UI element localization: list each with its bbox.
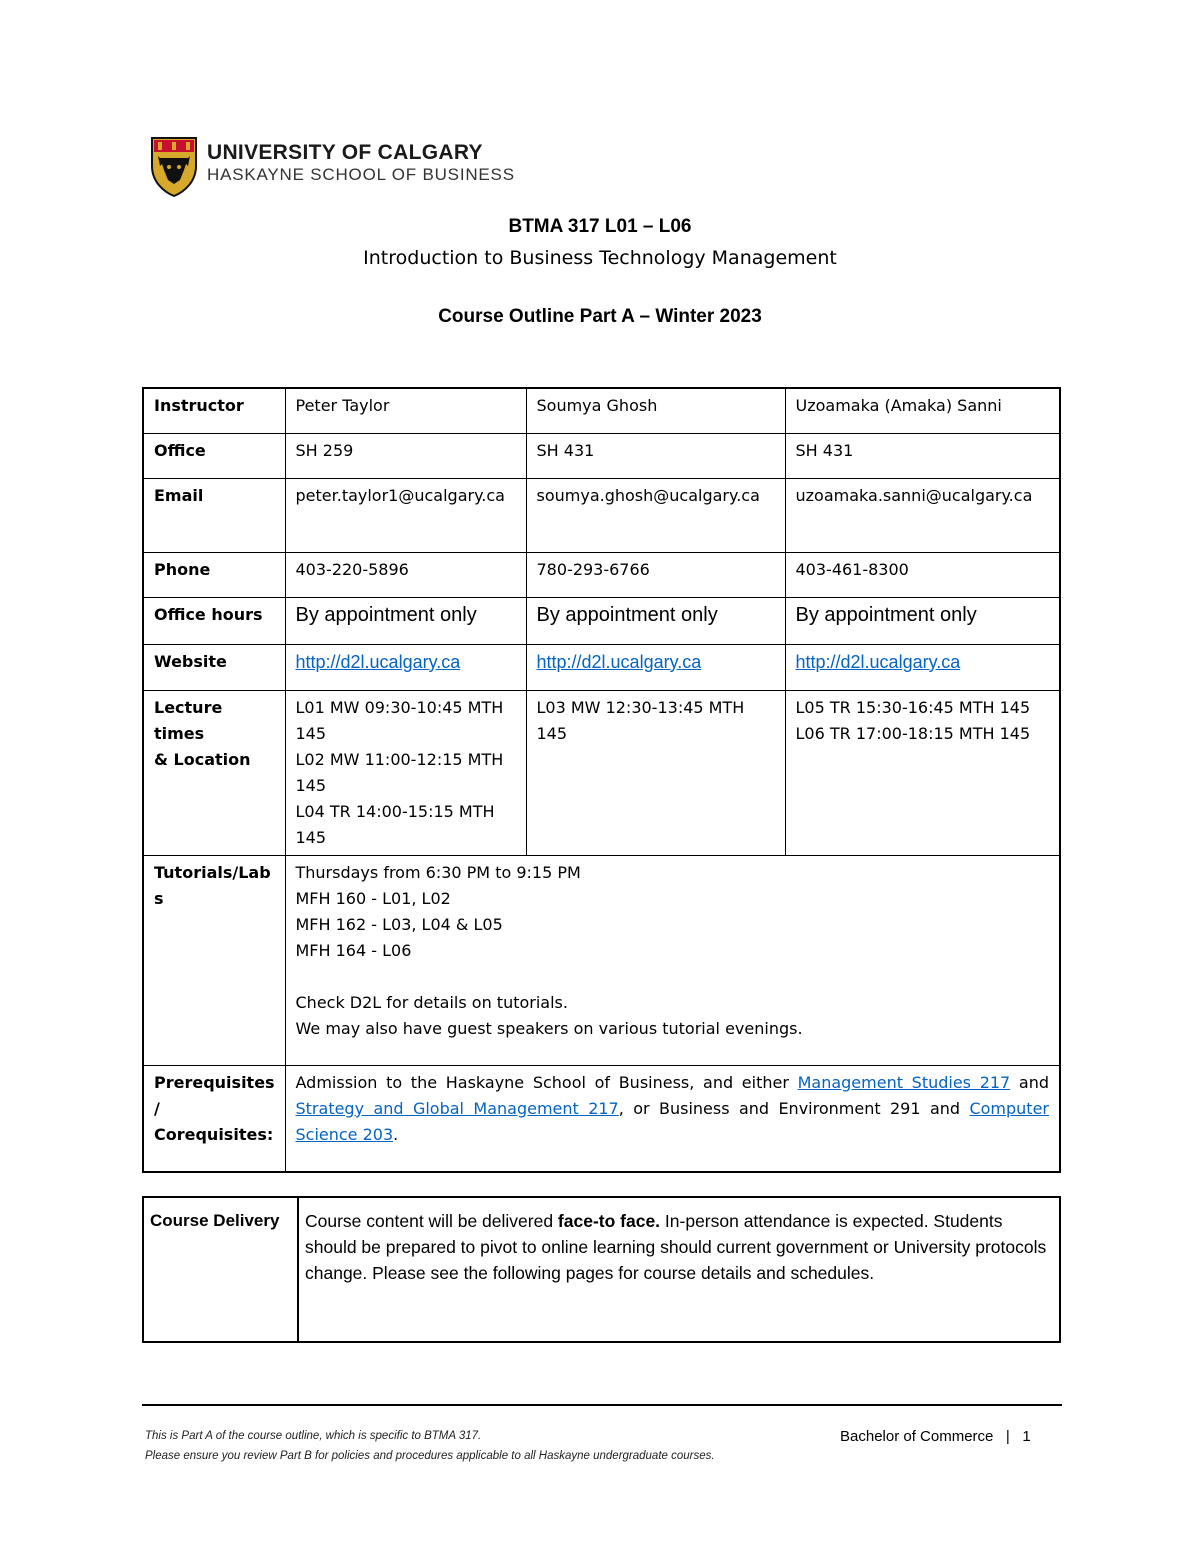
table-row-instructor	[143, 388, 1060, 433]
footer-separator: |	[1005, 1428, 1010, 1445]
table-row-office	[143, 433, 1060, 478]
link-strategy-global-management-217[interactable]: Strategy and Global Management 217	[295, 1098, 619, 1118]
link-computer-science-203[interactable]: Computer Science 203	[295, 1098, 1049, 1144]
footer-divider	[142, 1404, 1062, 1406]
lectures-label-line2: & Location	[154, 749, 251, 769]
office-2: SH 431	[526, 433, 785, 478]
course-title: Introduction to Business Technology Management	[363, 247, 837, 269]
lecture-l02: L02 MW 11:00-12:15 MTH 145	[295, 749, 504, 795]
lecture-l05: L05 TR 15:30-16:45 MTH 145	[795, 697, 1031, 717]
lecture-l06: L06 TR 17:00-18:15 MTH 145	[795, 723, 1031, 743]
prereq-label	[143, 1065, 285, 1172]
lecture-l03: L03 MW 12:30-13:45 MTH 145	[536, 697, 745, 743]
table-row-website	[143, 644, 1060, 690]
prereq-text-1: Admission to the Haskayne School of Business, and either	[295, 1072, 798, 1092]
course-delivery-table	[142, 1196, 1061, 1343]
tutorials-details	[285, 855, 1060, 1065]
lectures-col-1	[285, 690, 526, 855]
tutorial-note-speakers: We may also have guest speakers on various tutorial evenings.	[295, 1018, 803, 1038]
tutorials-label: Tutorials/Labs	[143, 855, 285, 1065]
website-link-3[interactable]: http://d2l.ucalgary.ca	[795, 651, 961, 672]
prereq-label-line3: Corequisites:	[154, 1124, 274, 1144]
delivery-text-2: In-person attendance is expected. Students should be prepared to pivot to online learning should current government or University protocols change. Please see the following pages for course details and schedules.	[305, 1211, 1047, 1283]
email-1[interactable]: peter.taylor1@ucalgary.ca	[285, 478, 526, 552]
office-1: SH 259	[285, 433, 526, 478]
prereq-text-2: and	[1010, 1072, 1050, 1092]
table-row-tutorials	[143, 855, 1060, 1065]
tutorial-time: Thursdays from 6:30 PM to 9:15 PM	[295, 862, 581, 882]
table-row-email	[143, 478, 1060, 552]
outline-title: Course Outline Part A – Winter 2023	[438, 306, 762, 327]
table-row-delivery	[143, 1197, 1060, 1342]
phone-3: 403-461-8300	[785, 552, 1060, 597]
lectures-col-3	[785, 690, 1060, 855]
program-name: Bachelor of Commerce	[840, 1428, 994, 1445]
lectures-label	[143, 690, 285, 855]
tutorial-room-160: MFH 160 - L01, L02	[295, 888, 451, 908]
office-hours-3: By appointment only	[785, 597, 1060, 644]
link-management-studies-217[interactable]: Management Studies 217	[797, 1072, 1011, 1092]
crest-icon	[150, 136, 198, 198]
office-label: Office	[143, 433, 285, 478]
email-label: Email	[143, 478, 285, 552]
tutorial-room-162: MFH 162 - L03, L04 & L05	[295, 914, 503, 934]
delivery-text-1: Course content will be delivered	[305, 1211, 558, 1231]
instructor-3: Uzoamaka (Amaka) Sanni	[785, 388, 1060, 433]
footer-program	[840, 1428, 1031, 1445]
office-hours-2: By appointment only	[526, 597, 785, 644]
email-3[interactable]: uzoamaka.sanni@ucalgary.ca	[785, 478, 1060, 552]
logo-university-name: UNIVERSITY OF CALGARY	[207, 141, 483, 164]
website-link-2[interactable]: http://d2l.ucalgary.ca	[536, 651, 702, 672]
delivery-label: Course Delivery	[143, 1197, 298, 1342]
footer-note-2: Please ensure you review Part B for policies and procedures applicable to all Haskayne undergraduate courses.	[145, 1450, 715, 1462]
course-code: BTMA 317 L01 – L06	[508, 216, 692, 237]
prereq-label-line2: /	[154, 1098, 160, 1118]
delivery-face-to-face: face-to face.	[557, 1211, 661, 1231]
course-info-table	[142, 387, 1061, 1173]
prereq-text	[285, 1065, 1060, 1172]
office-hours-label: Office hours	[143, 597, 285, 644]
instructor-label: Instructor	[143, 388, 285, 433]
logo-school-name: HASKAYNE SCHOOL OF BUSINESS	[207, 165, 515, 184]
lectures-label-line1: Lecture times	[154, 697, 223, 743]
office-hours-1: By appointment only	[285, 597, 526, 644]
university-logo	[150, 136, 530, 198]
lectures-col-2	[526, 690, 785, 855]
tutorial-room-164: MFH 164 - L06	[295, 940, 412, 960]
phone-1: 403-220-5896	[285, 552, 526, 597]
prereq-label-line1: Prerequisites	[154, 1072, 275, 1092]
phone-label: Phone	[143, 552, 285, 597]
table-row-office-hours	[143, 597, 1060, 644]
instructor-1: Peter Taylor	[285, 388, 526, 433]
email-2[interactable]: soumya.ghosh@ucalgary.ca	[526, 478, 785, 552]
office-3: SH 431	[785, 433, 1060, 478]
table-row-prerequisites	[143, 1065, 1060, 1172]
lecture-l04: L04 TR 14:00-15:15 MTH 145	[295, 801, 495, 847]
instructor-2: Soumya Ghosh	[526, 388, 785, 433]
page-number: 1	[1022, 1428, 1031, 1445]
prereq-text-3: , or Business and Environment 291 and	[618, 1098, 970, 1118]
prereq-text-4: .	[393, 1124, 399, 1144]
website-link-1[interactable]: http://d2l.ucalgary.ca	[295, 651, 461, 672]
website-label: Website	[143, 644, 285, 690]
footer-note-1: This is Part A of the course outline, which is specific to BTMA 317.	[145, 1430, 482, 1442]
tutorial-note-d2l: Check D2L for details on tutorials.	[295, 992, 568, 1012]
delivery-text	[298, 1197, 1060, 1342]
table-row-lectures	[143, 690, 1060, 855]
phone-2: 780-293-6766	[526, 552, 785, 597]
table-row-phone	[143, 552, 1060, 597]
lecture-l01: L01 MW 09:30-10:45 MTH 145	[295, 697, 504, 743]
